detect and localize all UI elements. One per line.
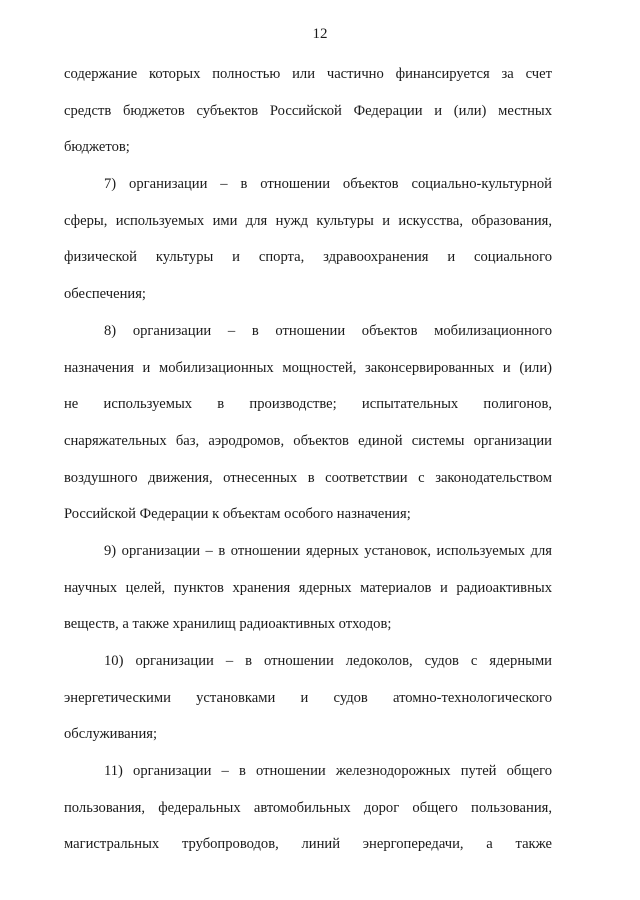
- text-line: 8) организации – в отношении объектов мобилизационного: [104, 322, 552, 339]
- text-line: 10) организации – в отношении ледоколов, судов с ядерными: [104, 653, 552, 669]
- text-line: 11) организации – в отношении железнодорожных путей общего: [104, 763, 552, 780]
- document-body: [64, 56, 552, 863]
- text-line: содержание которых полностью или частично финансируется за счет: [64, 66, 552, 82]
- text-line: воздушного движения, отнесенных в соответствии с законодательством: [64, 469, 552, 486]
- text-line: бюджетов;: [64, 139, 130, 156]
- text-line: не используемых в производстве; испытательных полигонов,: [64, 396, 552, 413]
- text-line: 7) организации – в отношении объектов социально-культурной: [104, 176, 552, 193]
- text-line: средств бюджетов субъектов Российской Федерации и (или) местных: [64, 102, 552, 119]
- text-line: снаряжательных баз, аэродромов, объектов единой системы организации: [64, 432, 552, 449]
- text-line: пользования, федеральных автомобильных дорог общего пользования,: [64, 799, 552, 816]
- page-number: 12: [312, 26, 328, 42]
- text-line: обслуживания;: [64, 726, 158, 743]
- text-line: обеспечения;: [64, 286, 146, 303]
- text-line: веществ, а также хранилищ радиоактивных отходов;: [64, 616, 392, 633]
- text-line: энергетическими установками и судов атомно-технологического: [64, 689, 552, 706]
- text-line: Российской Федерации к объектам особого назначения;: [64, 506, 411, 523]
- text-line: физической культуры и спорта, здравоохранения и социального: [64, 249, 552, 266]
- text-line: научных целей, пунктов хранения ядерных материалов и радиоактивных: [64, 579, 552, 596]
- text-line: сферы, используемых ими для нужд культуры и искусства, образования,: [64, 212, 552, 229]
- text-line: 9) организации – в отношении ядерных установок, используемых для: [104, 542, 552, 559]
- text-line: магистральных трубопроводов, линий энергопередачи, а также: [64, 836, 552, 853]
- text-line: назначения и мобилизационных мощностей, законсервированных и (или): [64, 359, 552, 376]
